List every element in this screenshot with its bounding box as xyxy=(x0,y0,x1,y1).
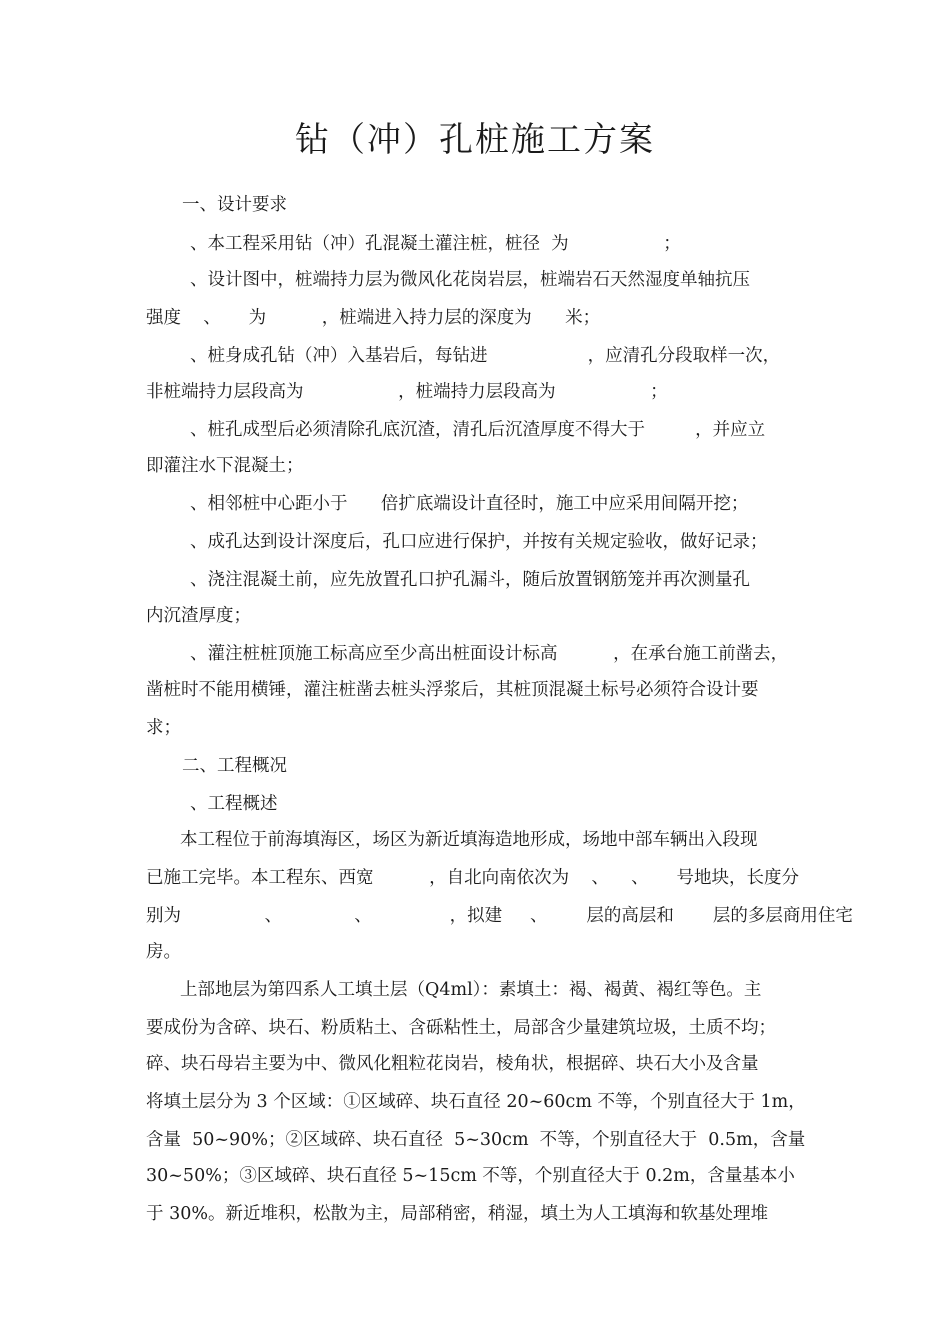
paragraph-line: 于 30%。新近堆积，松散为主，局部稍密，稍湿，填土为人工填海和软基处理堆 xyxy=(146,1204,768,1224)
paragraph-line: 求； xyxy=(146,718,181,738)
paragraph-line: 、浇注混凝土前，应先放置孔口护孔漏斗，随后放置钢筋笼并再次测量孔 xyxy=(190,570,750,590)
paragraph-line: 强度 、 为 ，桩端进入持力层的深度为 米； xyxy=(146,308,601,328)
paragraph-line: 含量 50~90%；②区域碎、块石直径 5~30cm 不等，个别直径大于 0.5m，含量 xyxy=(146,1130,806,1150)
paragraph-line: 、灌注桩桩顶施工标高应至少高出桩面设计标高 ，在承台施工前凿去， xyxy=(190,644,789,664)
paragraph-line: 本工程位于前海填海区，场区为新近填海造地形成，场地中部车辆出入段现 xyxy=(180,830,758,850)
paragraph-line: 、桩孔成型后必须清除孔底沉渣，清孔后沉渣厚度不得大于 ，并应立 xyxy=(190,420,766,440)
section-heading: 一、设计要求 xyxy=(182,195,287,215)
paragraph-line: 、本工程采用钻（冲）孔混凝土灌注桩，桩径 为 ； xyxy=(190,234,681,254)
section-heading: 二、工程概况 xyxy=(182,756,287,776)
paragraph-line: 将填土层分为 3 个区域：①区域碎、块石直径 20~60cm 不等，个别直径大于 1m， xyxy=(146,1092,806,1112)
paragraph-line: 碎、块石母岩主要为中、微风化粗粒花岗岩，棱角状，根据碎、块石大小及含量 xyxy=(146,1054,759,1074)
paragraph-line: 、成孔达到设计深度后，孔口应进行保护，并按有关规定验收，做好记录； xyxy=(190,532,768,552)
paragraph-line: 、桩身成孔钻（冲）入基岩后，每钻进 ，应清孔分段取样一次， xyxy=(190,346,781,366)
paragraph-line: 非桩端持力层段高为 ，桩端持力层段高为 ； xyxy=(146,382,668,402)
paragraph-line: 别为 、 、 ，拟建 、 层的高层和 层的多层商用住宅 xyxy=(146,906,853,926)
paragraph-line: 30~50%；③区域碎、块石直径 5~15cm 不等，个别直径大于 0.2m，含量基本小 xyxy=(146,1166,795,1186)
subsection-heading: 、工程概述 xyxy=(190,794,278,814)
paragraph-line: 上部地层为第四系人工填土层（Q4ml）：素填土：褐、褐黄、褐红等色。主 xyxy=(180,980,762,1000)
paragraph-line: 内沉渣厚度； xyxy=(146,606,251,626)
paragraph-line: 已施工完毕。本工程东、西宽 ，自北向南依次为 、 、 号地块，长度分 xyxy=(146,868,799,888)
paragraph-line: 房。 xyxy=(146,942,181,962)
document-title: 钻（冲）孔桩施工方案 xyxy=(295,120,655,160)
paragraph-line: 、相邻桩中心距小于 倍扩底端设计直径时，施工中应采用间隔开挖； xyxy=(190,494,749,514)
paragraph-line: 要成份为含碎、块石、粉质粘土、含砾粘性土，局部含少量建筑垃圾，土质不均； xyxy=(146,1018,776,1038)
paragraph-line: 凿桩时不能用横锤，灌注桩凿去桩头浮浆后，其桩顶混凝土标号必须符合设计要 xyxy=(146,680,759,700)
paragraph-line: 即灌注水下混凝土； xyxy=(146,456,304,476)
paragraph-line: 、设计图中，桩端持力层为微风化花岗岩层，桩端岩石天然湿度单轴抗压 xyxy=(190,270,750,290)
